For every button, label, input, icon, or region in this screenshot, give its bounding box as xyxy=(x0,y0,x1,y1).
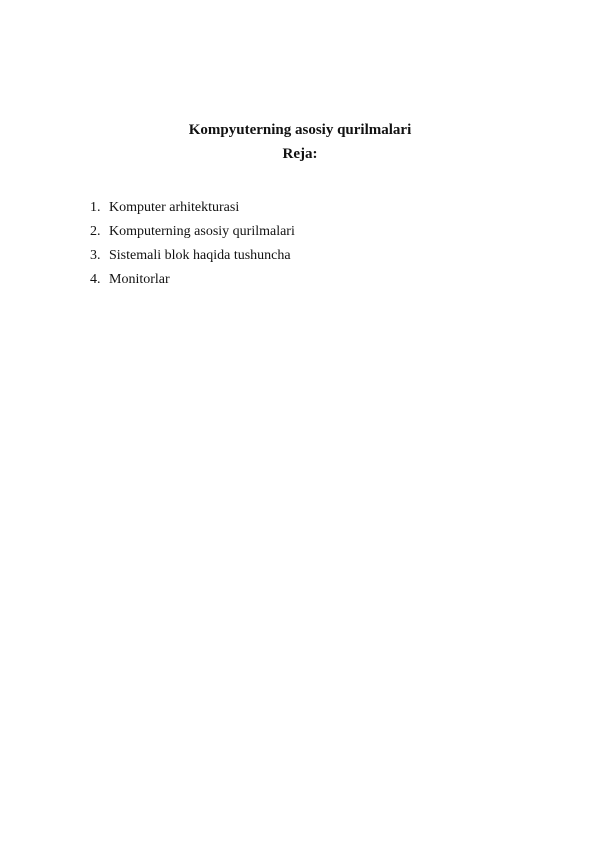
plan-list xyxy=(90,196,295,292)
plan-item-text: Komputerning asosiy qurilmalari xyxy=(109,224,295,239)
plan-heading: Reja: xyxy=(282,146,318,162)
plan-item-2 xyxy=(90,220,295,244)
plan-item-text: Komputer arhitekturasi xyxy=(109,200,240,215)
page-title: Kompyuterning asosiy qurilmalari xyxy=(188,122,412,138)
plan-item-number: 3. xyxy=(90,248,101,263)
plan-item-number: 1. xyxy=(90,200,101,215)
plan-item-3 xyxy=(90,244,295,268)
plan-item-text: Monitorlar xyxy=(109,272,170,287)
plan-item-1 xyxy=(90,196,295,220)
plan-item-4 xyxy=(90,268,295,292)
plan-item-number: 2. xyxy=(90,224,101,239)
plan-item-number: 4. xyxy=(90,272,101,287)
plan-item-text: Sistemali blok haqida tushuncha xyxy=(109,248,291,263)
